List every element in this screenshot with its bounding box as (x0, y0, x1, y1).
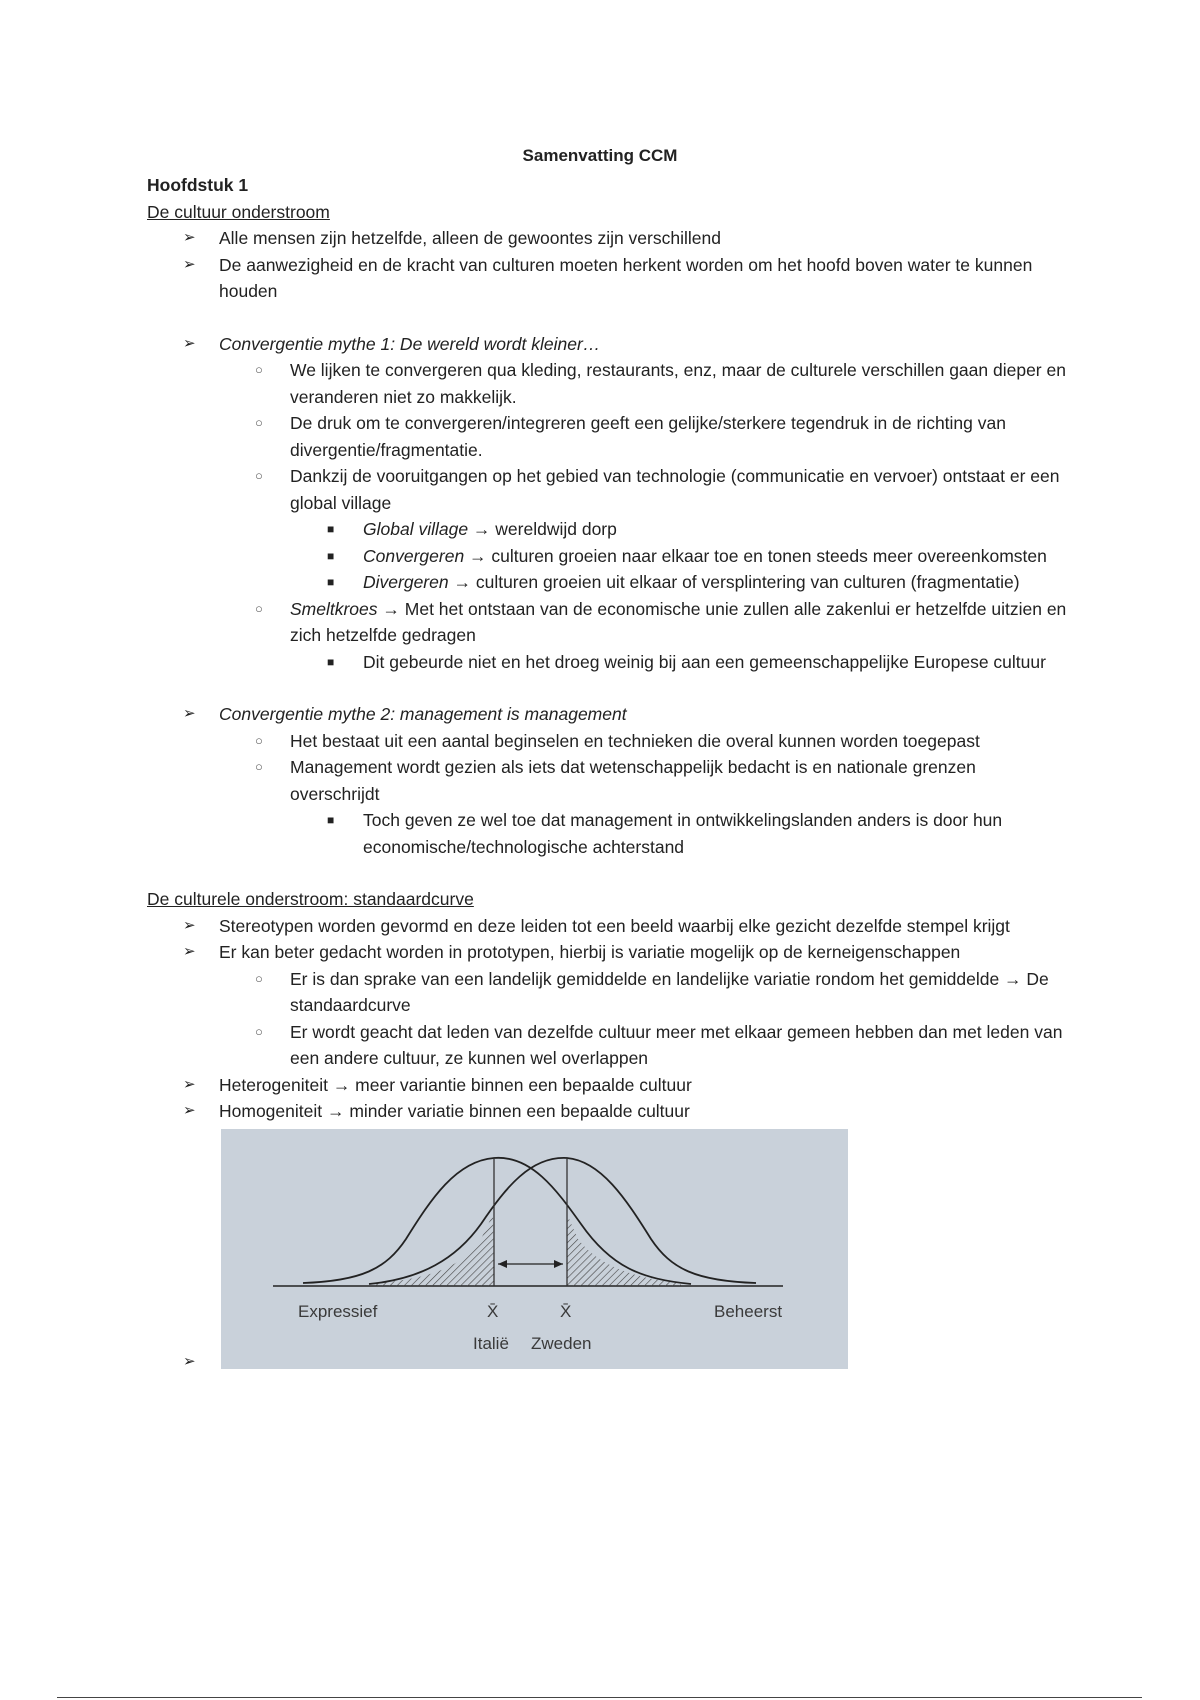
hatched-area-right (567, 1214, 681, 1286)
list-item (147, 807, 1067, 860)
list-item (147, 1019, 1067, 1072)
list-item-text: Het bestaat uit een aantal beginselen en technieken die overal kunnen worden toegepast (290, 730, 980, 751)
list-item-text: De druk om te convergeren/integreren geeft een gelijke/sterkere tegendruk in de richting van divergentie/fragmentatie. (290, 413, 1006, 460)
list-item (147, 596, 1067, 649)
spacer (147, 305, 1067, 331)
circle-bullet-icon: ○ (255, 362, 263, 377)
hatched-area-left (376, 1214, 494, 1286)
arrow-head-right (554, 1260, 563, 1268)
spacer (147, 860, 1067, 886)
square-bullet-icon: ■ (327, 654, 335, 669)
axis-label-left: Expressief (298, 1301, 378, 1321)
myth-title: Convergentie mythe 1: De wereld wordt kleiner… (219, 333, 601, 354)
list-item (147, 569, 1067, 596)
list-item (147, 966, 1067, 1019)
arrow-head-left (498, 1260, 507, 1268)
arrow-bullet-icon: ➢ (183, 1352, 196, 1370)
square-bullet-icon: ■ (327, 548, 335, 563)
page-title: Samenvatting CCM (522, 146, 678, 165)
list-item-text: Management wordt gezien als iets dat wetenschappelijk bedacht is en nationale grenzen overschrijdt (290, 757, 976, 804)
section-heading: De cultuur onderstroom (147, 201, 330, 222)
figure-row (147, 1129, 1067, 1375)
list-item-text: Alle mensen zijn hetzelfde, alleen de gewoontes zijn verschillend (219, 228, 721, 248)
standard-curve-figure (221, 1129, 848, 1369)
arrow-bullet-icon: ➢ (183, 229, 196, 246)
arrow-bullet-icon: ➢ (183, 916, 196, 934)
circle-bullet-icon: ○ (255, 468, 263, 483)
mean-label-italie: X̄ (487, 1301, 499, 1321)
list-item-text: De aanwezigheid en de kracht van culturen moeten herkent worden om het hoofd boven water te kunnen houden (219, 254, 1033, 301)
list-item (147, 463, 1067, 516)
myth-title: Convergentie mythe 2: management is management (219, 704, 627, 724)
curve-zweden (369, 1157, 756, 1283)
list-item-text: Heterogeniteit → meer variantie binnen een bepaalde cultuur (219, 1074, 692, 1095)
circle-bullet-icon: ○ (255, 1023, 263, 1039)
term: Convergeren (363, 545, 465, 566)
list-item-text: Stereotypen worden gevormd en deze leiden tot een beeld waarbij elke gezicht dezelfde stempel krijgt (219, 915, 1010, 936)
list-item-text: We lijken te convergeren qua kleding, restaurants, enz, maar de culturele verschillen gaan dieper en veranderen niet zo makkelijk. (290, 360, 1066, 407)
chapter-heading: Hoofdstuk 1 (147, 175, 249, 195)
circle-bullet-icon: ○ (255, 759, 263, 774)
country-label-italie: Italië (473, 1333, 509, 1353)
list-item (147, 701, 1067, 728)
term: Smeltkroes (290, 598, 378, 619)
list-item (147, 754, 1067, 807)
list-item-text: Er kan beter gedacht worden in prototypen, hierbij is variatie mogelijk op de kerneigenschappen (219, 942, 961, 962)
square-bullet-icon: ■ (327, 522, 335, 536)
list-item-text: Dankzij de vooruitgangen op het gebied van technologie (communicatie en vervoer) ontstaat er een global village (290, 466, 1060, 513)
square-bullet-icon: ■ (327, 813, 335, 827)
list-item-text: Homogeniteit → minder variatie binnen een bepaalde cultuur (219, 1101, 690, 1121)
list-item-text: Er is dan sprake van een landelijk gemiddelde en landelijke variatie rondom het gemiddelde → De standaardcurve (290, 968, 1049, 1015)
list-item (147, 331, 1067, 358)
document-body (147, 172, 1067, 1375)
list-item (147, 913, 1067, 940)
list-item (147, 516, 1067, 543)
list-item (147, 649, 1067, 676)
term: Divergeren (363, 572, 449, 592)
arrow-bullet-icon: ➢ (183, 1102, 196, 1119)
square-bullet-icon: ■ (327, 575, 335, 589)
arrow-bullet-icon: ➢ (183, 255, 196, 273)
list-item (147, 410, 1067, 463)
arrow-bullet-icon: ➢ (183, 705, 196, 722)
list-item (147, 252, 1067, 305)
list-item (147, 1098, 1067, 1125)
term: Global village (363, 519, 469, 539)
spacer (147, 675, 1067, 701)
list-item-text: Toch geven ze wel toe dat management in ontwikkelingslanden anders is door hun economische/technologische achterstand (363, 810, 1003, 857)
arrow-bullet-icon: ➢ (183, 334, 196, 352)
list-item (147, 357, 1067, 410)
definition: → culturen groeien uit elkaar of versplintering van culturen (fragmentatie) (448, 572, 1020, 592)
list-item (147, 1072, 1067, 1099)
definition: → culturen groeien naar elkaar toe en tonen steeds meer overeenkomsten (464, 545, 1047, 566)
list-item (147, 939, 1067, 966)
footer-divider (57, 1697, 1142, 1698)
circle-bullet-icon: ○ (255, 970, 263, 986)
list-item (147, 225, 1067, 252)
axis-label-right: Beheerst (714, 1301, 783, 1321)
list-item (147, 543, 1067, 570)
list-item-text: Dit gebeurde niet en het droeg weinig bij aan een gemeenschappelijke Europese cultuur (363, 651, 1046, 672)
circle-bullet-icon: ○ (255, 600, 263, 616)
section-heading: De culturele onderstroom: standaardcurve (147, 889, 474, 909)
list-item-text: Er wordt geacht dat leden van dezelfde cultuur meer met elkaar gemeen hebben dan met leden van een andere cultuur, ze kunnen wel overlappen (290, 1021, 1063, 1068)
arrow-bullet-icon: ➢ (183, 1075, 196, 1093)
list-item (147, 728, 1067, 755)
mean-label-zweden: X̄ (560, 1301, 572, 1321)
circle-bullet-icon: ○ (255, 732, 263, 748)
country-label-zweden: Zweden (531, 1333, 592, 1353)
arrow-bullet-icon: ➢ (183, 943, 196, 960)
curve-italie (303, 1157, 691, 1283)
definition: → Met het ontstaan van de economische unie zullen alle zakenlui er hetzelfde uitzien en zich hetzelfde gedragen (290, 598, 1067, 645)
circle-bullet-icon: ○ (255, 415, 263, 430)
definition: → wereldwijd dorp (468, 519, 617, 539)
